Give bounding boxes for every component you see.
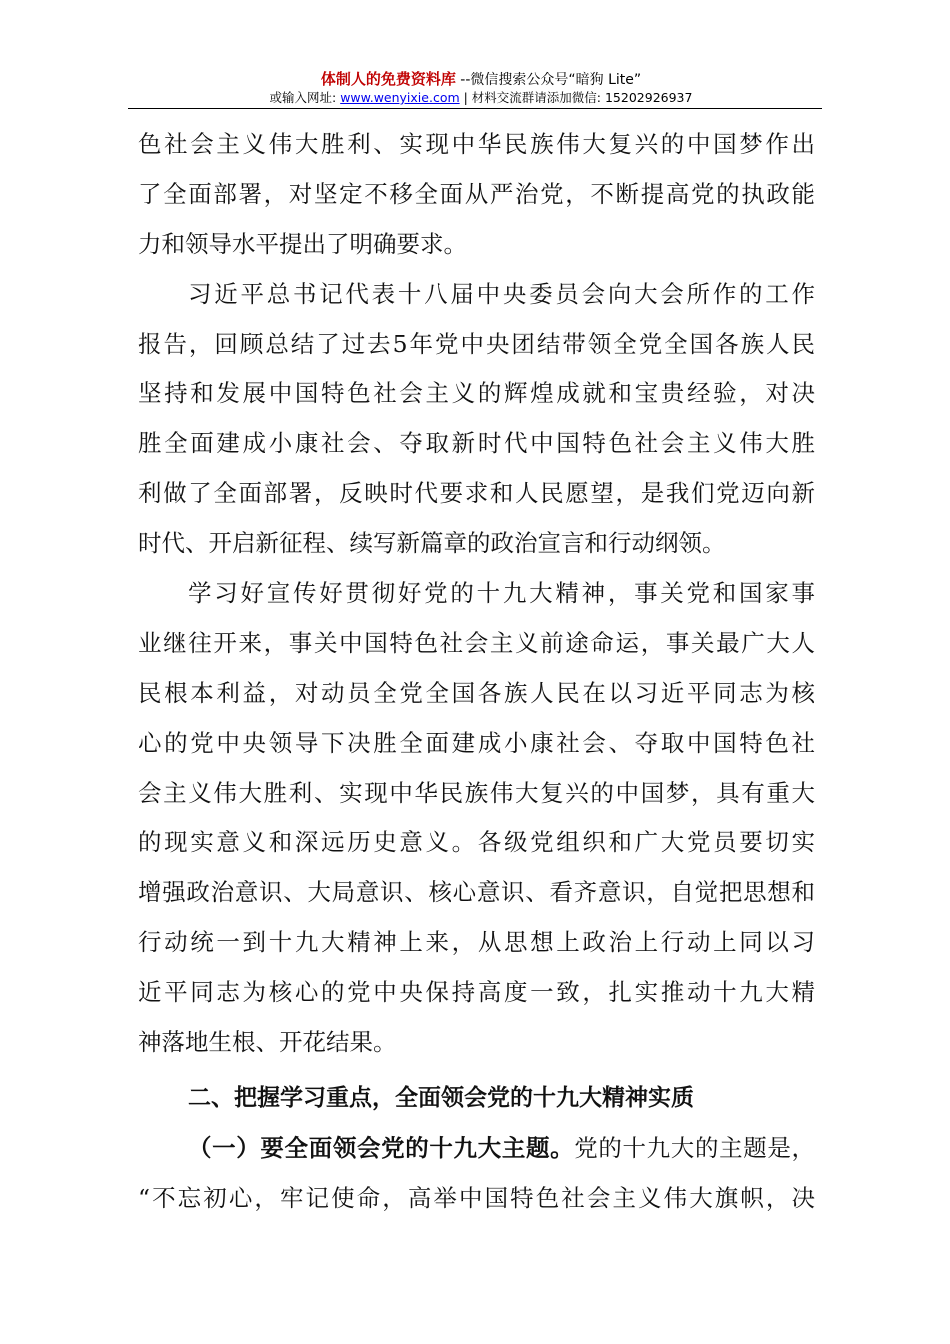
body-line: 利做了全面部署，反映时代要求和人民愿望，是我们党迈向新 (138, 479, 815, 508)
body-line: 坚持和发展中国特色社会主义的辉煌成就和宝贵经验，对决 (138, 379, 815, 408)
body-line: “不忘初心，牢记使命，高举中国特色社会主义伟大旗帜，决 (138, 1183, 815, 1212)
body-line: 色社会主义伟大胜利、实现中华民族伟大复兴的中国梦作出 (138, 130, 815, 158)
body-line: 业继往开来，事关中国特色社会主义前途命运，事关最广大人 (138, 628, 815, 657)
body-line: 会主义伟大胜利、实现中华民族伟大复兴的中国梦，具有重大 (138, 778, 815, 807)
body-line: 近平同志为核心的党中央保持高度一致，扎实推动十九大精 (138, 978, 815, 1007)
body-line: 民根本利益，对动员全党全国各族人民在以习近平同志为核 (138, 678, 815, 707)
body-line: 增强政治意识、大局意识、核心意识、看齐意识，自觉把思想和 (138, 878, 815, 907)
body-line: 神落地生根、开花结果。 (138, 1028, 397, 1057)
body-line: 习近平总书记代表十八届中央委员会向大会所作的工作 (188, 279, 815, 308)
header-line-1 (138, 70, 824, 89)
body-line: 胜全面建成小康社会、夺取新时代中国特色社会主义伟大胜 (138, 429, 815, 458)
header-tagline: --微信搜索公众号“暗狗 Lite” (460, 72, 642, 88)
body-line: 学习好宣传好贯彻好党的十九大精神，事关党和国家事 (188, 579, 815, 608)
page-header (138, 70, 824, 107)
subsection-title: （一）要全面领会党的十九大主题。 (188, 1133, 575, 1162)
body-line: 力和领导水平提出了明确要求。 (138, 229, 467, 258)
document-body (138, 120, 815, 1224)
body-line: 了全面部署，对坚定不移全面从严治党，不断提高党的执政能 (138, 179, 815, 208)
section-heading: 二、把握学习重点，全面领会党的十九大精神实质 (188, 1084, 694, 1111)
body-line: 报告，回顾总结了过去5年党中央团结带领全党全国各族人民 (138, 329, 815, 358)
header-line-2 (138, 89, 824, 107)
header-url-prefix: 或输入网址: (269, 90, 341, 105)
subsection-text: 党的十九大的主题是， (574, 1133, 815, 1162)
header-rule (128, 108, 822, 109)
body-line: 行动统一到十九大精神上来，从思想上政治上行动上同以习 (138, 928, 815, 957)
header-contact: | 材料交流群请添加微信: 15202926937 (459, 90, 693, 105)
body-line: 的现实意义和深远历史意义。各级党组织和广大党员要切实 (138, 828, 815, 857)
body-line: 心的党中央领导下决胜全面建成小康社会、夺取中国特色社 (138, 728, 815, 757)
header-url-link[interactable]: www.wenyixie.com (340, 90, 460, 105)
header-brand: 体制人的免费资料库 (320, 70, 456, 88)
subsection-line (138, 1124, 815, 1174)
body-line: 时代、开启新征程、续写新篇章的政治宣言和行动纲领。 (138, 529, 726, 558)
